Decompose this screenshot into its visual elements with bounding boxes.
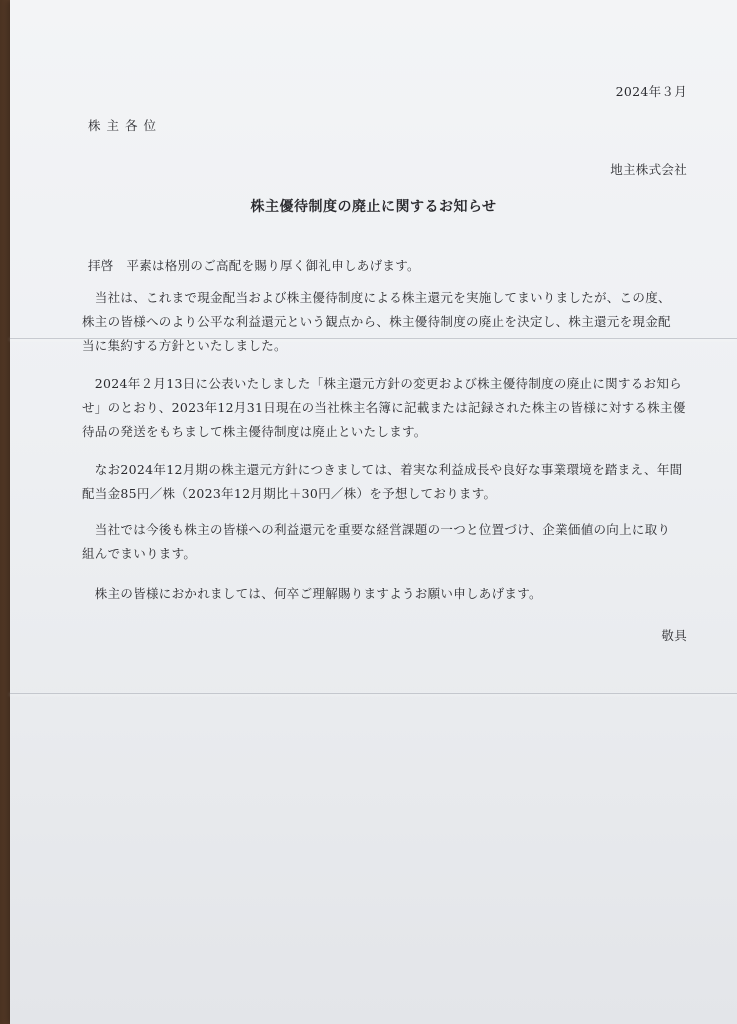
paragraph-future-commitment [82,518,694,566]
paragraph-abolition-details [82,372,694,444]
letter-paper [10,0,737,1024]
paragraph-line: 2024年２月13日に公表いたしました「株主還元方針の変更および株主優待制度の廃止に関するお知ら [82,376,682,391]
paragraph-line: なお2024年12月期の株主還元方針につきましては、着実な利益成長や良好な事業環境を踏まえ、年間 [82,462,683,477]
letter-recipient: 株主各位 [88,118,163,133]
paragraph-line: 組んでまいります。 [82,546,197,561]
paragraph-dividend-forecast [82,458,694,506]
paragraph-line: 当に集約する方針といたしました。 [82,338,287,353]
paragraph-policy-change [82,286,694,358]
letter-title: 株主優待制度の廃止に関するお知らせ [250,199,497,215]
paragraph-line: 株主の皆様におかれましては、何卒ご理解賜りますようお願い申しあげます。 [82,586,542,601]
paragraph-line: 株主の皆様へのより公平な利益還元という観点から、株主優待制度の廃止を決定し、株主還元を現金配 [82,314,671,329]
paragraph-request-understanding [82,582,694,606]
paragraph-line: 当社は、これまで現金配当および株主優待制度による株主還元を実施してまいりましたが、この度、 [82,290,671,305]
paper-fold-lower [10,693,737,694]
letter-greeting: 拝啓 平素は格別のご高配を賜り厚く御礼申しあげます。 [88,258,420,273]
paragraph-line: 当社では今後も株主の皆様への利益還元を重要な経営課題の一つと位置づけ、企業価値の向上に取り [82,522,671,537]
letter-date: 2024年３月 [615,84,687,99]
paragraph-line: 待品の発送をもちまして株主優待制度は廃止といたします。 [82,424,427,439]
letter-sender: 地主株式会社 [610,162,687,177]
paragraph-line: せ」のとおり、2023年12月31日現在の当社株主名簿に記載または記録された株主の皆様に対する株主優 [82,400,686,415]
paragraph-line: 配当金85円／株（2023年12月期比＋30円／株）を予想しております。 [82,486,497,501]
letter-closing: 敬具 [661,628,687,643]
